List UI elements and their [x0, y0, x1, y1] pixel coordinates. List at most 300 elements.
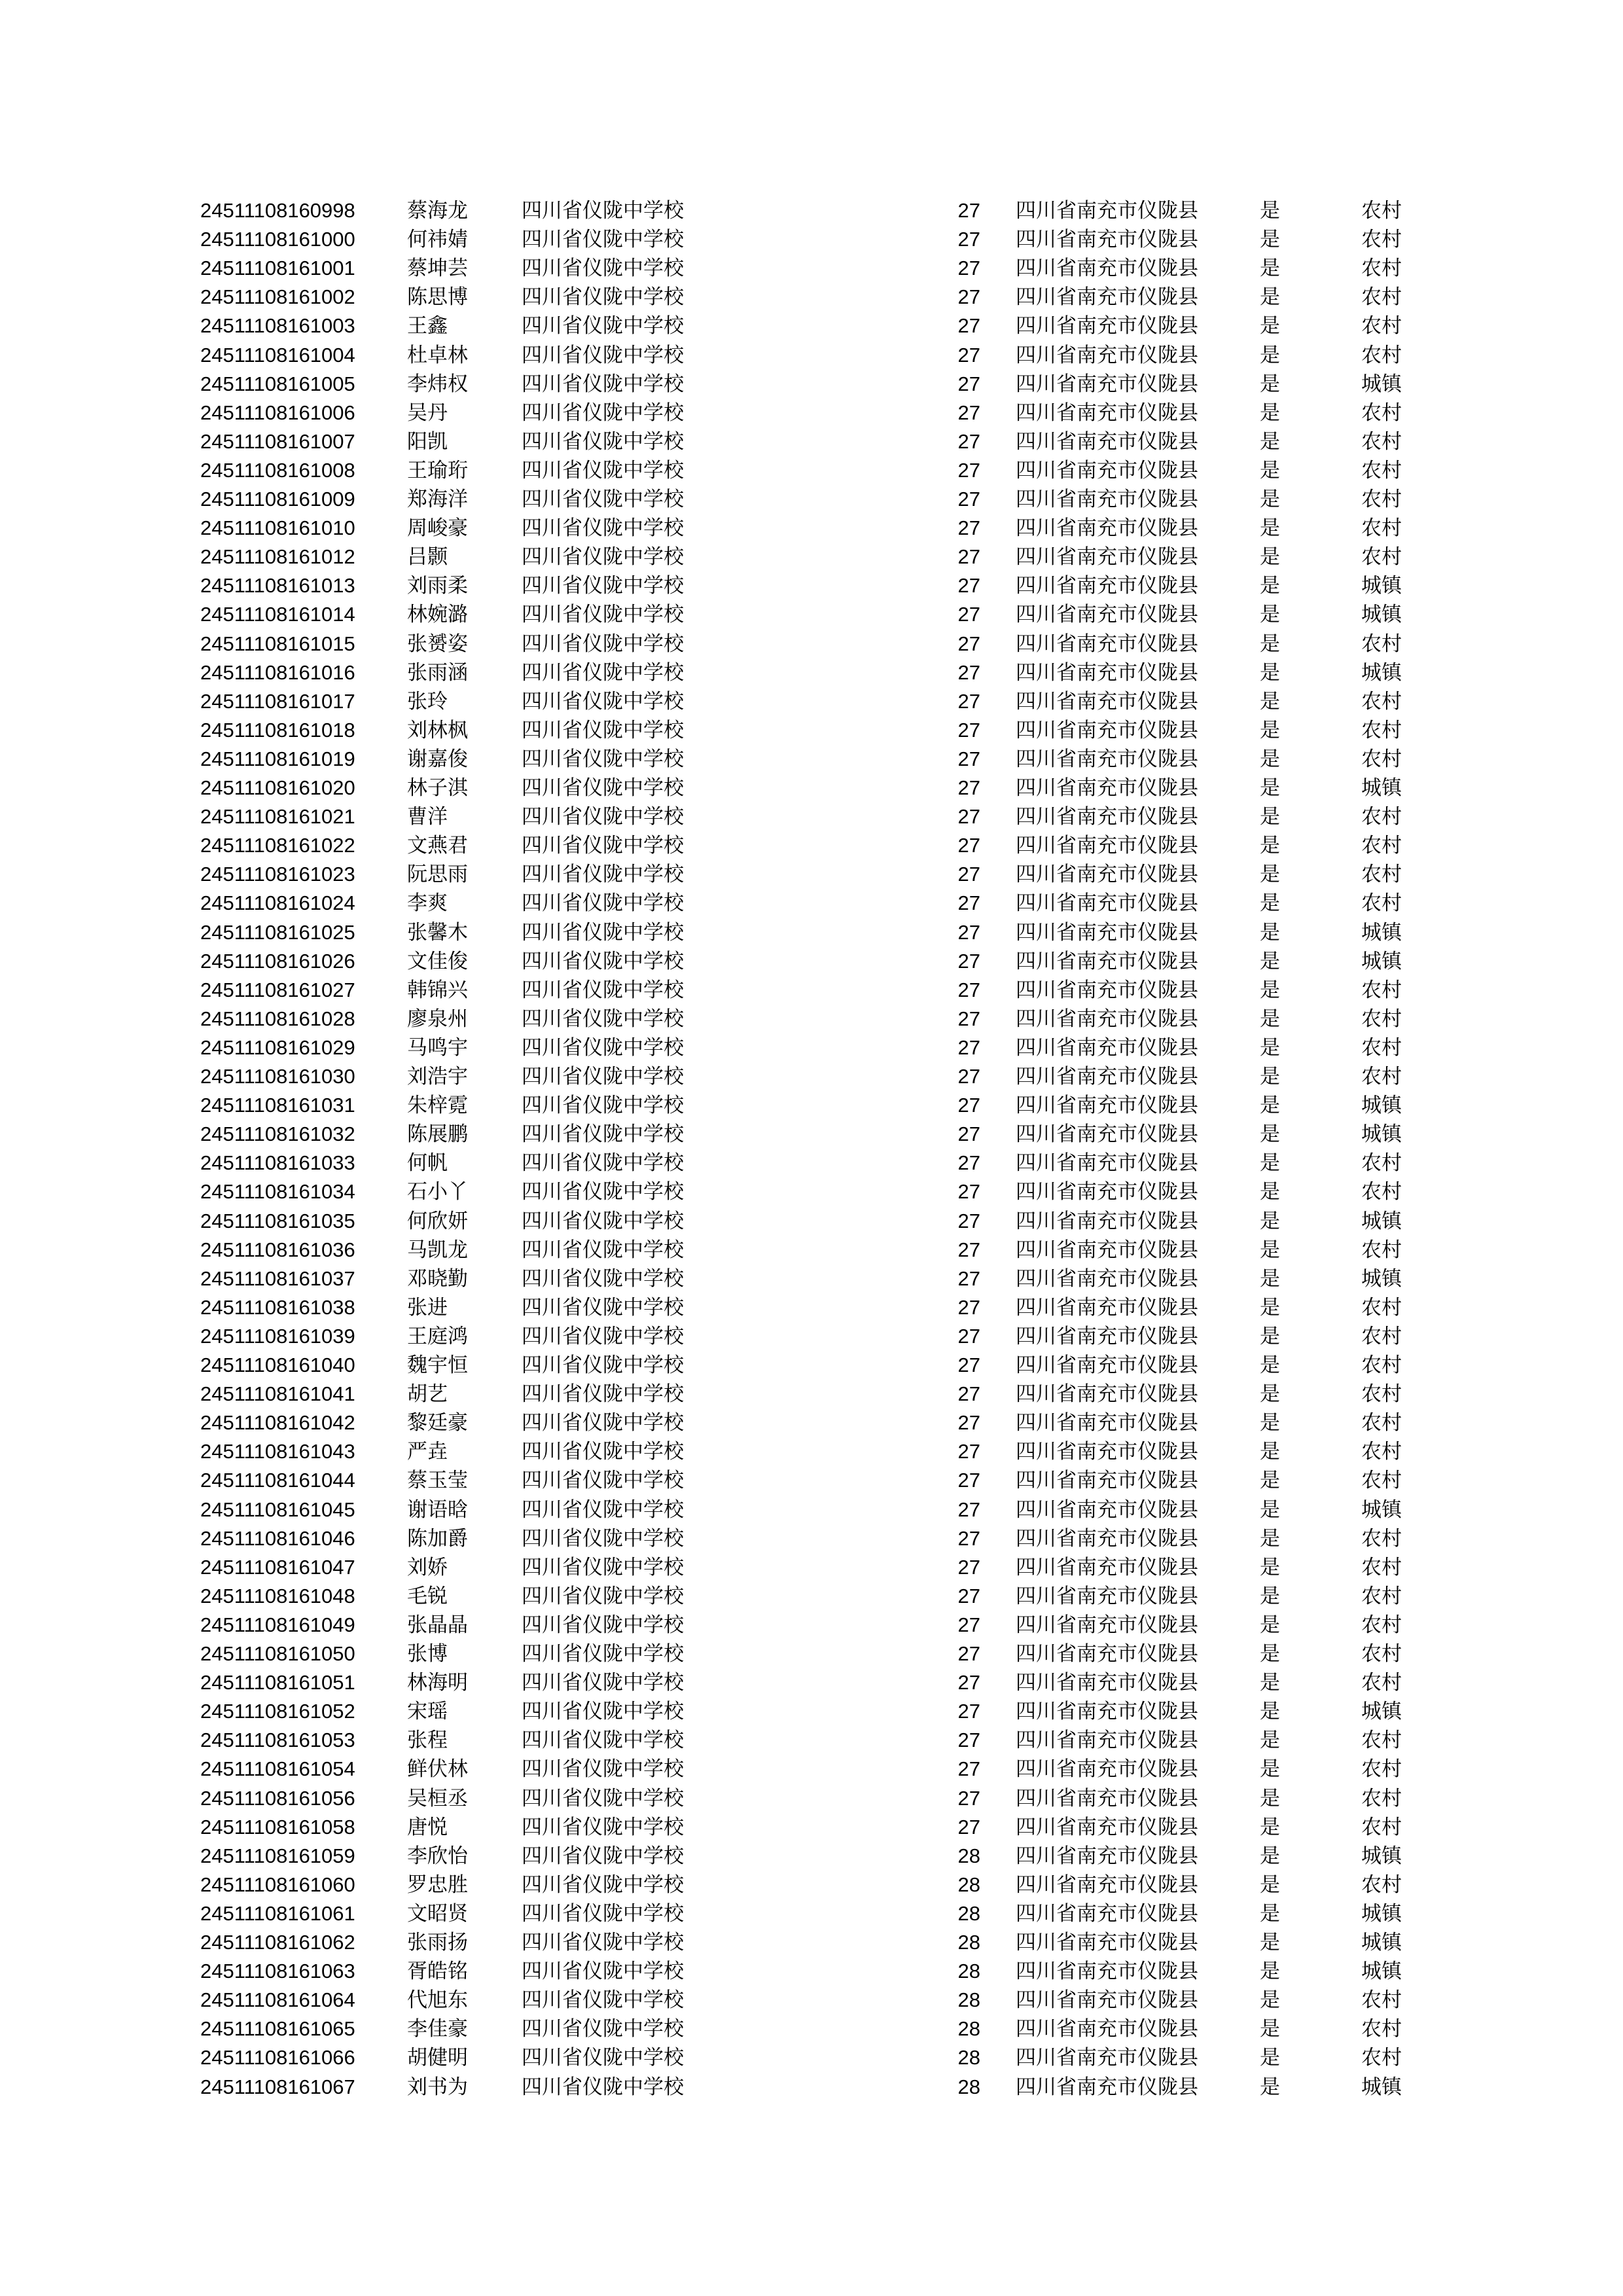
row-age-cell: 27	[957, 632, 980, 655]
row-flag-cell: 是	[1260, 632, 1280, 656]
row-id-cell: 24511108161021	[200, 805, 355, 829]
row-age-cell: 27	[957, 1324, 980, 1348]
row-name-cell: 周峻豪	[407, 516, 468, 541]
row-age-cell: 27	[957, 776, 980, 799]
row-area-cell: 农村	[1361, 1065, 1402, 1088]
row-name-cell: 张博	[407, 1642, 448, 1666]
row-flag-cell: 是	[1260, 660, 1280, 685]
row-region-cell: 四川省南充市仪陇县	[1016, 1584, 1198, 1608]
row-area-cell: 农村	[1361, 2046, 1402, 2070]
row-name-cell: 何祎婧	[407, 228, 468, 252]
row-area-cell: 城镇	[1361, 949, 1402, 973]
row-region-cell: 四川省南充市仪陇县	[1016, 1440, 1198, 1464]
row-age-cell: 27	[957, 834, 980, 857]
row-flag-cell: 是	[1260, 1065, 1280, 1088]
row-age-cell: 28	[957, 2017, 980, 2041]
row-school-cell: 四川省仪陇中学校	[522, 458, 684, 482]
row-id-cell: 24511108161059	[200, 1844, 355, 1867]
row-age-cell: 28	[957, 1988, 980, 2012]
row-area-cell: 农村	[1361, 1180, 1402, 1204]
row-name-cell: 陈思博	[407, 285, 468, 310]
row-id-cell: 24511108161015	[200, 632, 355, 655]
row-area-cell: 农村	[1361, 863, 1402, 887]
row-id-cell: 24511108161013	[200, 574, 355, 598]
row-name-cell: 张馨木	[407, 920, 468, 944]
row-age-cell: 27	[957, 718, 980, 742]
row-flag-cell: 是	[1260, 1901, 1280, 1926]
row-age-cell: 28	[957, 2046, 980, 2070]
row-school-cell: 四川省仪陇中学校	[522, 314, 684, 338]
row-age-cell: 27	[957, 1815, 980, 1839]
row-id-cell: 24511108161066	[200, 2046, 355, 2070]
row-flag-cell: 是	[1260, 1238, 1280, 1262]
row-name-cell: 马凯龙	[407, 1238, 468, 1262]
table-row	[0, 1784, 1623, 1813]
table-row	[0, 1697, 1623, 1726]
row-id-cell: 24511108161032	[200, 1122, 355, 1146]
table-row	[0, 1293, 1623, 1322]
row-id-cell: 24511108161051	[200, 1671, 355, 1695]
row-region-cell: 四川省南充市仪陇县	[1016, 863, 1198, 887]
row-id-cell: 24511108161010	[200, 516, 355, 540]
row-id-cell: 24511108161002	[200, 285, 355, 309]
row-name-cell: 何欣妍	[407, 1209, 468, 1233]
row-name-cell: 张雨涵	[407, 660, 468, 685]
row-school-cell: 四川省仪陇中学校	[522, 1786, 684, 1810]
row-name-cell: 郑海洋	[407, 488, 468, 511]
row-region-cell: 四川省南充市仪陇县	[1016, 891, 1198, 916]
table-row	[0, 687, 1623, 716]
table-row	[0, 1496, 1623, 1524]
row-area-cell: 农村	[1361, 429, 1402, 454]
row-name-cell: 阮思雨	[407, 863, 468, 887]
row-school-cell: 四川省仪陇中学校	[522, 1411, 684, 1435]
row-name-cell: 吴桓丞	[407, 1786, 468, 1810]
row-id-cell: 24511108161064	[200, 1988, 355, 2012]
row-flag-cell: 是	[1260, 2046, 1280, 2070]
row-name-cell: 张赟姿	[407, 632, 468, 656]
row-area-cell: 农村	[1361, 1469, 1402, 1493]
table-row	[0, 802, 1623, 831]
row-name-cell: 马鸣宇	[407, 1035, 468, 1060]
table-row	[0, 1668, 1623, 1697]
row-area-cell: 农村	[1361, 1584, 1402, 1608]
row-id-cell: 24511108161017	[200, 689, 355, 713]
row-name-cell: 胡艺	[407, 1382, 448, 1407]
row-region-cell: 四川省南充市仪陇县	[1016, 574, 1198, 598]
row-area-cell: 农村	[1361, 314, 1402, 338]
row-id-cell: 24511108161005	[200, 372, 355, 395]
row-region-cell: 四川省南充市仪陇县	[1016, 805, 1198, 829]
row-region-cell: 四川省南充市仪陇县	[1016, 949, 1198, 973]
row-area-cell: 农村	[1361, 1786, 1402, 1810]
row-flag-cell: 是	[1260, 1613, 1280, 1637]
row-school-cell: 四川省仪陇中学校	[522, 1295, 684, 1319]
row-id-cell: 24511108161001	[200, 257, 355, 280]
row-id-cell: 24511108161003	[200, 314, 355, 338]
row-flag-cell: 是	[1260, 1354, 1280, 1377]
row-flag-cell: 是	[1260, 603, 1280, 627]
row-area-cell: 农村	[1361, 343, 1402, 367]
row-age-cell: 27	[957, 689, 980, 713]
row-area-cell: 农村	[1361, 1151, 1402, 1175]
table-row	[0, 1524, 1623, 1553]
row-school-cell: 四川省仪陇中学校	[522, 1613, 684, 1637]
row-school-cell: 四川省仪陇中学校	[522, 1151, 684, 1175]
row-id-cell: 24511108161028	[200, 1007, 355, 1030]
row-age-cell: 27	[957, 285, 980, 309]
row-id-cell: 24511108161056	[200, 1786, 355, 1810]
row-flag-cell: 是	[1260, 1555, 1280, 1579]
row-area-cell: 城镇	[1361, 1094, 1402, 1118]
row-age-cell: 28	[957, 1873, 980, 1896]
row-id-cell: 24511108161031	[200, 1094, 355, 1117]
row-area-cell: 农村	[1361, 488, 1402, 511]
row-name-cell: 蔡坤芸	[407, 257, 468, 281]
row-flag-cell: 是	[1260, 1526, 1280, 1551]
row-name-cell: 林海明	[407, 1671, 468, 1695]
row-age-cell: 27	[957, 1209, 980, 1232]
table-row	[0, 370, 1623, 399]
row-age-cell: 27	[957, 429, 980, 453]
row-age-cell: 27	[957, 1729, 980, 1752]
row-region-cell: 四川省南充市仪陇县	[1016, 1324, 1198, 1348]
row-age-cell: 28	[957, 1960, 980, 1983]
row-school-cell: 四川省仪陇中学校	[522, 1584, 684, 1608]
row-school-cell: 四川省仪陇中学校	[522, 1815, 684, 1839]
row-region-cell: 四川省南充市仪陇县	[1016, 199, 1198, 223]
row-flag-cell: 是	[1260, 1757, 1280, 1782]
row-flag-cell: 是	[1260, 401, 1280, 425]
row-region-cell: 四川省南充市仪陇县	[1016, 401, 1198, 425]
row-name-cell: 刘书为	[407, 2075, 468, 2099]
row-name-cell: 王鑫	[407, 314, 448, 338]
row-region-cell: 四川省南充市仪陇县	[1016, 603, 1198, 627]
row-age-cell: 28	[957, 2075, 980, 2098]
row-region-cell: 四川省南充市仪陇县	[1016, 1555, 1198, 1579]
row-flag-cell: 是	[1260, 776, 1280, 800]
row-school-cell: 四川省仪陇中学校	[522, 2046, 684, 2070]
row-area-cell: 城镇	[1361, 574, 1402, 598]
row-age-cell: 27	[957, 1094, 980, 1117]
row-region-cell: 四川省南充市仪陇县	[1016, 1873, 1198, 1897]
row-age-cell: 27	[957, 660, 980, 684]
row-school-cell: 四川省仪陇中学校	[522, 1498, 684, 1522]
row-age-cell: 27	[957, 1180, 980, 1204]
row-area-cell: 城镇	[1361, 1901, 1402, 1926]
row-id-cell: 24511108161020	[200, 776, 355, 799]
row-flag-cell: 是	[1260, 2017, 1280, 2041]
row-name-cell: 代旭东	[407, 1988, 468, 2013]
row-region-cell: 四川省南充市仪陇县	[1016, 343, 1198, 367]
row-name-cell: 谢语晗	[407, 1498, 468, 1522]
row-flag-cell: 是	[1260, 343, 1280, 367]
table-row	[0, 745, 1623, 774]
row-region-cell: 四川省南充市仪陇县	[1016, 1266, 1198, 1291]
row-school-cell: 四川省仪陇中学校	[522, 978, 684, 1002]
row-id-cell: 24511108161023	[200, 863, 355, 886]
row-id-cell: 24511108161041	[200, 1382, 355, 1406]
row-region-cell: 四川省南充市仪陇县	[1016, 1238, 1198, 1262]
table-row	[0, 2015, 1623, 2043]
row-name-cell: 谢嘉俊	[407, 747, 468, 771]
table-row	[0, 2073, 1623, 2102]
table-row	[0, 1149, 1623, 1177]
row-flag-cell: 是	[1260, 1295, 1280, 1319]
row-name-cell: 朱梓霓	[407, 1094, 468, 1118]
row-flag-cell: 是	[1260, 834, 1280, 858]
row-flag-cell: 是	[1260, 1729, 1280, 1753]
row-name-cell: 邓晓勤	[407, 1266, 468, 1291]
row-region-cell: 四川省南充市仪陇县	[1016, 257, 1198, 281]
row-age-cell: 27	[957, 574, 980, 598]
table-row	[0, 2043, 1623, 2072]
row-name-cell: 李炜权	[407, 372, 468, 396]
table-row	[0, 312, 1623, 340]
row-flag-cell: 是	[1260, 516, 1280, 541]
row-school-cell: 四川省仪陇中学校	[522, 718, 684, 742]
row-name-cell: 韩锦兴	[407, 978, 468, 1002]
row-name-cell: 毛锐	[407, 1584, 448, 1608]
row-flag-cell: 是	[1260, 1440, 1280, 1464]
row-id-cell: 24511108161006	[200, 401, 355, 424]
row-school-cell: 四川省仪陇中学校	[522, 372, 684, 396]
row-region-cell: 四川省南充市仪陇县	[1016, 1786, 1198, 1810]
row-region-cell: 四川省南充市仪陇县	[1016, 488, 1198, 511]
table-row	[0, 1755, 1623, 1784]
row-region-cell: 四川省南充市仪陇县	[1016, 2075, 1198, 2099]
row-school-cell: 四川省仪陇中学校	[522, 863, 684, 887]
row-name-cell: 张程	[407, 1729, 448, 1753]
table-row	[0, 1351, 1623, 1380]
row-school-cell: 四川省仪陇中学校	[522, 1988, 684, 2013]
row-area-cell: 农村	[1361, 718, 1402, 742]
row-age-cell: 27	[957, 1065, 980, 1088]
table-row	[0, 485, 1623, 514]
table-row	[0, 1640, 1623, 1668]
row-school-cell: 四川省仪陇中学校	[522, 1931, 684, 1954]
row-area-cell: 农村	[1361, 1411, 1402, 1435]
row-region-cell: 四川省南充市仪陇县	[1016, 2046, 1198, 2070]
row-region-cell: 四川省南充市仪陇县	[1016, 1526, 1198, 1551]
row-age-cell: 27	[957, 545, 980, 569]
row-region-cell: 四川省南充市仪陇县	[1016, 372, 1198, 396]
row-flag-cell: 是	[1260, 1988, 1280, 2013]
row-age-cell: 27	[957, 1671, 980, 1695]
row-area-cell: 城镇	[1361, 1844, 1402, 1868]
row-flag-cell: 是	[1260, 1700, 1280, 1724]
row-id-cell: 24511108161063	[200, 1960, 355, 1983]
table-row	[0, 1899, 1623, 1928]
row-age-cell: 27	[957, 228, 980, 251]
table-row	[0, 1091, 1623, 1120]
row-name-cell: 李爽	[407, 891, 448, 916]
row-flag-cell: 是	[1260, 285, 1280, 310]
table-row	[0, 571, 1623, 600]
row-school-cell: 四川省仪陇中学校	[522, 1671, 684, 1695]
row-flag-cell: 是	[1260, 1382, 1280, 1407]
table-row	[0, 1871, 1623, 1899]
row-region-cell: 四川省南充市仪陇县	[1016, 1613, 1198, 1637]
row-area-cell: 农村	[1361, 1526, 1402, 1551]
row-region-cell: 四川省南充市仪陇县	[1016, 1815, 1198, 1839]
row-region-cell: 四川省南充市仪陇县	[1016, 1295, 1198, 1319]
row-name-cell: 张雨扬	[407, 1931, 468, 1954]
row-region-cell: 四川省南充市仪陇县	[1016, 632, 1198, 656]
row-id-cell: 24511108161012	[200, 545, 355, 569]
row-school-cell: 四川省仪陇中学校	[522, 1382, 684, 1407]
row-age-cell: 27	[957, 458, 980, 482]
row-flag-cell: 是	[1260, 1786, 1280, 1810]
row-age-cell: 27	[957, 1122, 980, 1146]
row-school-cell: 四川省仪陇中学校	[522, 805, 684, 829]
row-name-cell: 刘浩宇	[407, 1065, 468, 1088]
table-row	[0, 1380, 1623, 1408]
row-name-cell: 文佳俊	[407, 949, 468, 973]
row-flag-cell: 是	[1260, 1498, 1280, 1522]
row-area-cell: 城镇	[1361, 2075, 1402, 2099]
row-region-cell: 四川省南充市仪陇县	[1016, 1065, 1198, 1088]
row-id-cell: 24511108161049	[200, 1613, 355, 1636]
row-area-cell: 城镇	[1361, 920, 1402, 944]
row-school-cell: 四川省仪陇中学校	[522, 1960, 684, 1984]
row-name-cell: 陈展鹏	[407, 1122, 468, 1147]
row-area-cell: 农村	[1361, 458, 1402, 482]
row-region-cell: 四川省南充市仪陇县	[1016, 689, 1198, 713]
row-id-cell: 24511108161053	[200, 1729, 355, 1752]
table-row	[0, 1986, 1623, 2015]
row-id-cell: 24511108161000	[200, 228, 355, 251]
row-id-cell: 24511108161037	[200, 1266, 355, 1290]
row-flag-cell: 是	[1260, 1209, 1280, 1233]
row-age-cell: 27	[957, 372, 980, 395]
row-area-cell: 农村	[1361, 978, 1402, 1002]
row-name-cell: 宋瑶	[407, 1700, 448, 1724]
row-area-cell: 农村	[1361, 1642, 1402, 1666]
row-id-cell: 24511108161054	[200, 1757, 355, 1781]
row-school-cell: 四川省仪陇中学校	[522, 257, 684, 281]
row-region-cell: 四川省南充市仪陇县	[1016, 458, 1198, 482]
row-name-cell: 文昭贤	[407, 1901, 468, 1926]
row-area-cell: 农村	[1361, 1988, 1402, 2013]
row-area-cell: 农村	[1361, 1324, 1402, 1348]
row-id-cell: 24511108161035	[200, 1209, 355, 1232]
row-age-cell: 27	[957, 978, 980, 1001]
row-id-cell: 24511108161052	[200, 1700, 355, 1723]
row-area-cell: 农村	[1361, 401, 1402, 425]
row-flag-cell: 是	[1260, 314, 1280, 338]
row-name-cell: 林婉潞	[407, 603, 468, 627]
row-area-cell: 农村	[1361, 1757, 1402, 1782]
row-region-cell: 四川省南充市仪陇县	[1016, 718, 1198, 742]
row-region-cell: 四川省南充市仪陇县	[1016, 1901, 1198, 1926]
row-flag-cell: 是	[1260, 574, 1280, 598]
row-region-cell: 四川省南充市仪陇县	[1016, 1180, 1198, 1204]
table-row	[0, 1582, 1623, 1611]
row-id-cell: 24511108161024	[200, 891, 355, 915]
row-area-cell: 农村	[1361, 1729, 1402, 1753]
row-name-cell: 王庭鸿	[407, 1324, 468, 1348]
row-school-cell: 四川省仪陇中学校	[522, 1035, 684, 1060]
table-row	[0, 658, 1623, 687]
row-flag-cell: 是	[1260, 1931, 1280, 1954]
table-row	[0, 1957, 1623, 1986]
row-id-cell: 24511108161007	[200, 429, 355, 453]
row-region-cell: 四川省南充市仪陇县	[1016, 1700, 1198, 1724]
row-age-cell: 27	[957, 516, 980, 540]
row-area-cell: 农村	[1361, 2017, 1402, 2041]
row-flag-cell: 是	[1260, 718, 1280, 742]
row-age-cell: 27	[957, 1238, 980, 1261]
row-region-cell: 四川省南充市仪陇县	[1016, 1498, 1198, 1522]
row-name-cell: 何帆	[407, 1151, 448, 1175]
row-id-cell: 24511108161036	[200, 1238, 355, 1261]
row-school-cell: 四川省仪陇中学校	[522, 1555, 684, 1579]
row-school-cell: 四川省仪陇中学校	[522, 516, 684, 541]
row-age-cell: 27	[957, 1007, 980, 1030]
row-name-cell: 李欣怡	[407, 1844, 468, 1868]
row-school-cell: 四川省仪陇中学校	[522, 949, 684, 973]
row-school-cell: 四川省仪陇中学校	[522, 545, 684, 569]
row-area-cell: 农村	[1361, 1555, 1402, 1579]
row-area-cell: 农村	[1361, 1815, 1402, 1839]
row-flag-cell: 是	[1260, 1411, 1280, 1435]
row-name-cell: 严垚	[407, 1440, 448, 1464]
row-name-cell: 刘娇	[407, 1555, 448, 1579]
table-row	[0, 283, 1623, 312]
row-school-cell: 四川省仪陇中学校	[522, 429, 684, 454]
row-flag-cell: 是	[1260, 1180, 1280, 1204]
row-school-cell: 四川省仪陇中学校	[522, 574, 684, 598]
row-name-cell: 蔡玉莹	[407, 1469, 468, 1493]
row-school-cell: 四川省仪陇中学校	[522, 1873, 684, 1897]
row-flag-cell: 是	[1260, 429, 1280, 454]
row-school-cell: 四川省仪陇中学校	[522, 2017, 684, 2041]
row-age-cell: 27	[957, 1613, 980, 1636]
row-name-cell: 陈加爵	[407, 1526, 468, 1551]
row-school-cell: 四川省仪陇中学校	[522, 776, 684, 800]
row-flag-cell: 是	[1260, 689, 1280, 713]
row-area-cell: 城镇	[1361, 1931, 1402, 1954]
row-name-cell: 吕颢	[407, 545, 448, 569]
table-row	[0, 889, 1623, 918]
row-age-cell: 27	[957, 1584, 980, 1607]
row-region-cell: 四川省南充市仪陇县	[1016, 1007, 1198, 1031]
row-flag-cell: 是	[1260, 372, 1280, 396]
row-id-cell: 24511108161067	[200, 2075, 355, 2098]
row-flag-cell: 是	[1260, 949, 1280, 973]
table-row	[0, 1005, 1623, 1033]
table-row	[0, 947, 1623, 976]
row-region-cell: 四川省南充市仪陇县	[1016, 920, 1198, 944]
row-region-cell: 四川省南充市仪陇县	[1016, 1411, 1198, 1435]
row-region-cell: 四川省南充市仪陇县	[1016, 747, 1198, 771]
row-age-cell: 27	[957, 1469, 980, 1492]
row-school-cell: 四川省仪陇中学校	[522, 228, 684, 252]
table-row	[0, 254, 1623, 283]
row-name-cell: 李佳豪	[407, 2017, 468, 2041]
row-age-cell: 27	[957, 1700, 980, 1723]
row-id-cell: 24511108161026	[200, 949, 355, 973]
row-flag-cell: 是	[1260, 1266, 1280, 1291]
table-row	[0, 918, 1623, 947]
table-row	[0, 1813, 1623, 1842]
row-age-cell: 27	[957, 863, 980, 886]
row-area-cell: 农村	[1361, 199, 1402, 223]
row-flag-cell: 是	[1260, 805, 1280, 829]
row-school-cell: 四川省仪陇中学校	[522, 1901, 684, 1926]
row-id-cell: 24511108161042	[200, 1411, 355, 1435]
